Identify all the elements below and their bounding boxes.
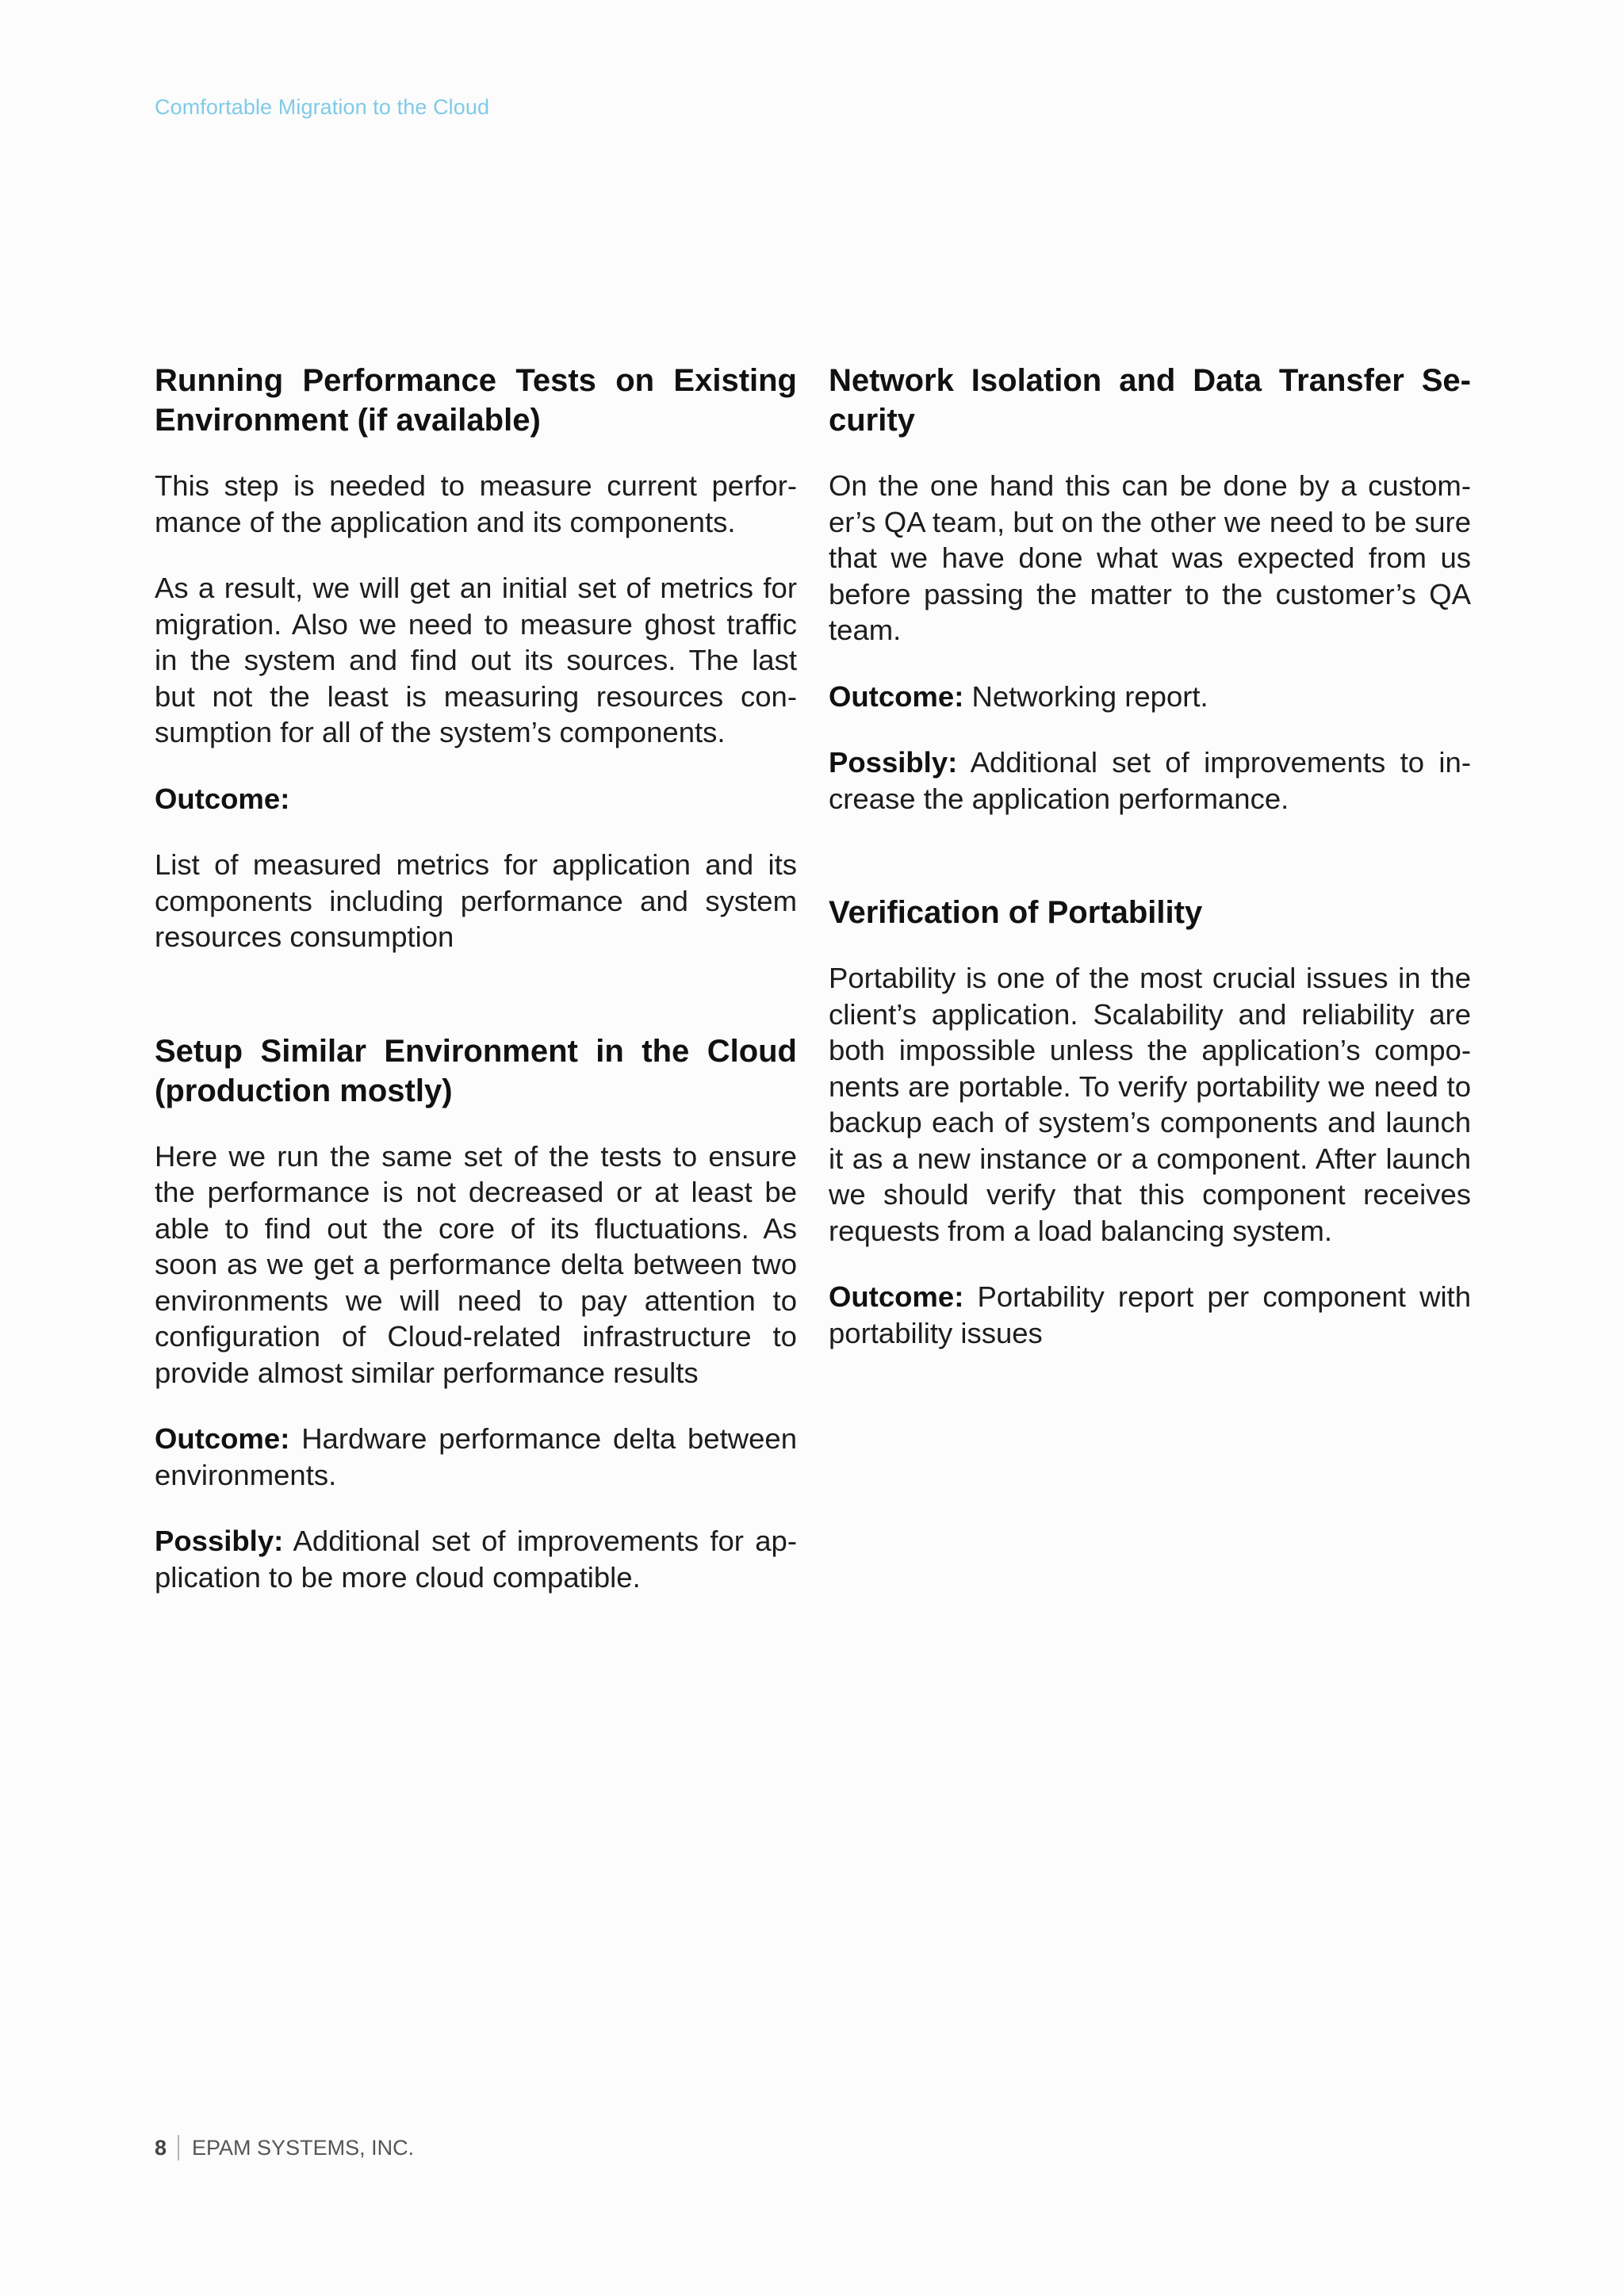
possibly-text: Additional set of improvements to increase the application performance. xyxy=(829,746,1471,815)
outcome-label: Outcome: xyxy=(155,782,290,815)
footer-divider xyxy=(178,2135,179,2160)
paragraph: As a result, we will get an initial set of metrics for migration. Also we need to measure ghost traffic in the system and find out its sources. The last but not the least is measuring resources consumption for all of the system’s components. xyxy=(155,572,797,748)
possibly-label: Possibly: xyxy=(829,746,958,779)
possibly-label: Possibly: xyxy=(155,1525,284,1557)
outcome-label: Outcome: xyxy=(829,679,964,713)
outcome-text: Networking report. xyxy=(963,679,1208,713)
outcome-paragraph xyxy=(829,1279,1471,1351)
running-header-title: Comfortable Migration to the Cloud xyxy=(155,95,490,119)
outcome-paragraph xyxy=(829,679,1471,715)
paragraph: Portability is one of the most crucial issues in the client’s application. Scalability and reliability are both impossible unless the application’s components are portable. To verify portability we need to backup each of system’s components and launch it as a new instance or a component. After launch we should verify that this component receives requests from a load balancing system. xyxy=(829,962,1471,1247)
outcome-label-paragraph xyxy=(155,781,797,817)
outcome-text: Portability report per component with portability issues xyxy=(829,1280,1471,1349)
paragraph: On the one hand this can be done by a customer’s QA team, but on the other we need to be sure that we have done what was expected from us before passing the matter to the customer’s QA team. xyxy=(829,469,1471,646)
outcome-paragraph xyxy=(155,1421,797,1493)
possibly-paragraph xyxy=(155,1523,797,1595)
possibly-text: Additional set of improvements for application to be more cloud compatible. xyxy=(155,1525,797,1594)
section-heading-network-isolation: Network Isolation and Data Transfer Security xyxy=(829,363,1471,438)
outcome-text: Hardware performance delta between environments. xyxy=(155,1422,797,1491)
company-name: EPAM SYSTEMS, INC. xyxy=(192,2135,415,2160)
paragraph: This step is needed to measure current performance of the application and its components. xyxy=(155,469,797,538)
page-number: 8 xyxy=(155,2135,167,2160)
possibly-paragraph xyxy=(829,744,1471,817)
outcome-text: List of measured metrics for application and its components including performance and system resources consumption xyxy=(155,848,797,953)
outcome-label: Outcome: xyxy=(155,1422,290,1455)
paragraph: Here we run the same set of the tests to ensure the performance is not decreased or at least be able to find out the core of its fluctuations. As soon as we get a performance delta between two environments we will need to pay attention to configuration of Cloud-related infrastructure to provide almost similar performance results xyxy=(155,1139,797,1389)
left-column xyxy=(155,361,797,1625)
section-heading-performance-tests: Running Performance Tests on Existing Environment (if available) xyxy=(155,363,797,438)
section-heading-portability: Verification of Portability xyxy=(829,895,1203,930)
section-heading-setup-environment: Setup Similar Environment in the Cloud (production mostly) xyxy=(155,1033,797,1108)
page-footer xyxy=(155,2135,414,2160)
right-column xyxy=(829,361,1471,1381)
outcome-label: Outcome: xyxy=(829,1280,964,1313)
